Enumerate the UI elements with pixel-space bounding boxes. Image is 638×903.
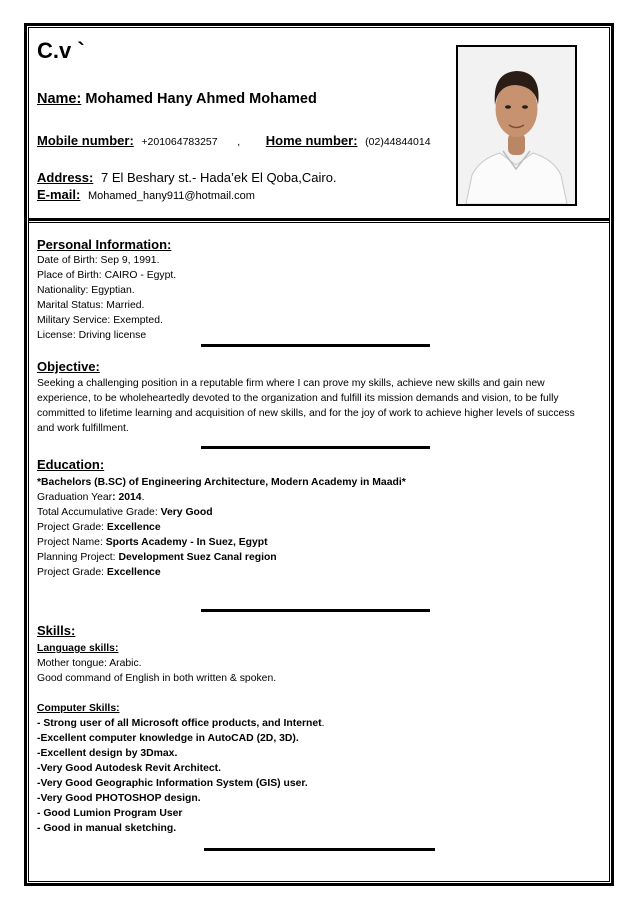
computer-skill-office-end: . <box>321 718 325 729</box>
objective-section <box>37 358 597 436</box>
grad-value: : 2014 <box>112 492 142 503</box>
section-divider <box>204 848 435 851</box>
address-line <box>37 170 337 185</box>
address-value: 7 El Beshary st.- Hada’ek El Qoba,Cairo. <box>100 170 337 185</box>
skills-section <box>37 622 597 836</box>
computer-skill-revit: -Very Good Autodesk Revit Architect. <box>37 763 221 774</box>
project-grade-value: Excellence <box>106 522 161 533</box>
education-degree: *Bachelors (B.SC) of Engineering Architecture, Modern Academy in Maadi* <box>37 477 406 488</box>
education-project-name <box>37 535 597 550</box>
header-divider <box>28 218 610 221</box>
skills-heading: Skills: <box>37 623 76 638</box>
personal-military-service: Military Service: Exempted. <box>37 315 163 326</box>
project-grade-label: Project Grade: <box>37 522 107 533</box>
section-divider <box>201 446 430 449</box>
total-grade-value: Very Good <box>160 507 213 518</box>
computer-skill-sketching: - Good in manual sketching. <box>37 823 177 834</box>
email-value: Mohamed_hany911@hotmail.com <box>87 190 255 202</box>
grad-end: . <box>141 492 145 503</box>
home-label: Home number: <box>265 133 358 148</box>
computer-skill-3dmax: -Excellent design by 3Dmax. <box>37 748 178 759</box>
section-divider <box>201 344 430 347</box>
phone-line <box>37 133 431 148</box>
grad-label: Graduation Year <box>37 492 113 503</box>
education-section <box>37 456 597 580</box>
computer-skill-gis: -Very Good Geographic Information System (GIS) user. <box>37 778 308 789</box>
address-label: Address: <box>37 170 94 185</box>
header-divider-thin <box>28 222 610 223</box>
language-english: Good command of English in both written & spoken. <box>37 673 277 684</box>
computer-skill-photoshop: -Very Good PHOTOSHOP design. <box>37 793 201 804</box>
personal-info-section <box>37 236 597 343</box>
total-grade-label: Total Accumulative Grade: <box>37 507 161 518</box>
profile-photo-image <box>458 47 575 204</box>
computer-skill-lumion: - Good Lumion Program User <box>37 808 183 819</box>
computer-skill-office-text: - Strong user of all Microsoft office products, and Internet <box>37 718 322 729</box>
project-name-value: Sports Academy - In Suez, Egypt <box>105 537 268 548</box>
email-label: E-mail: <box>37 187 81 202</box>
computer-skill-autocad: -Excellent computer knowledge in AutoCAD (2D, 3D). <box>37 733 299 744</box>
mobile-label: Mobile number: <box>37 133 134 148</box>
home-value: (02)44844014 <box>365 136 431 148</box>
education-project-grade <box>37 520 597 535</box>
objective-heading: Objective: <box>37 359 100 374</box>
project-grade-2-label: Project Grade: <box>37 567 107 578</box>
education-planning-project <box>37 550 597 565</box>
education-graduation-year <box>37 490 597 505</box>
mobile-value: +201064783257 <box>141 136 218 148</box>
education-project-grade-2 <box>37 565 597 580</box>
personal-license: License: Driving license <box>37 330 147 341</box>
email-line <box>37 187 255 202</box>
computer-skill-office <box>37 716 597 731</box>
personal-nationality: Nationality: Egyptian. <box>37 285 135 296</box>
cv-title: C.v ` <box>37 38 85 63</box>
language-skills-heading: Language skills: <box>37 643 119 654</box>
project-name-label: Project Name: <box>37 537 106 548</box>
phone-separator: , <box>237 136 241 148</box>
personal-info-heading: Personal Information: <box>37 237 172 252</box>
name-label: Name: <box>37 91 82 107</box>
education-total-grade <box>37 505 597 520</box>
section-divider <box>201 609 430 612</box>
education-heading: Education: <box>37 457 105 472</box>
language-mother-tongue: Mother tongue: Arabic. <box>37 658 142 669</box>
planning-project-label: Planning Project: <box>37 552 119 563</box>
personal-birthplace: Place of Birth: CAIRO - Egypt. <box>37 270 177 281</box>
personal-marital-status: Marital Status: Married. <box>37 300 145 311</box>
name-line <box>37 91 317 107</box>
objective-text: Seeking a challenging position in a reputable firm where I can prove my skills, achieve new skills and gain new experience, to be wholeheartedly devoted to the organization and fulfill its mission demands and vision, to be fully committed to lifetime learning and acquisition of new skills, and for the joy of work to achieve higher levels of success and work fulfillment. <box>37 378 575 434</box>
profile-photo <box>456 45 577 206</box>
computer-skills-heading: Computer Skills: <box>37 703 120 714</box>
personal-dob: Date of Birth: Sep 9, 1991. <box>37 255 160 266</box>
planning-project-value: Development Suez Canal region <box>118 552 277 563</box>
project-grade-2-value: Excellence <box>106 567 161 578</box>
name-value: Mohamed Hany Ahmed Mohamed <box>85 91 317 107</box>
